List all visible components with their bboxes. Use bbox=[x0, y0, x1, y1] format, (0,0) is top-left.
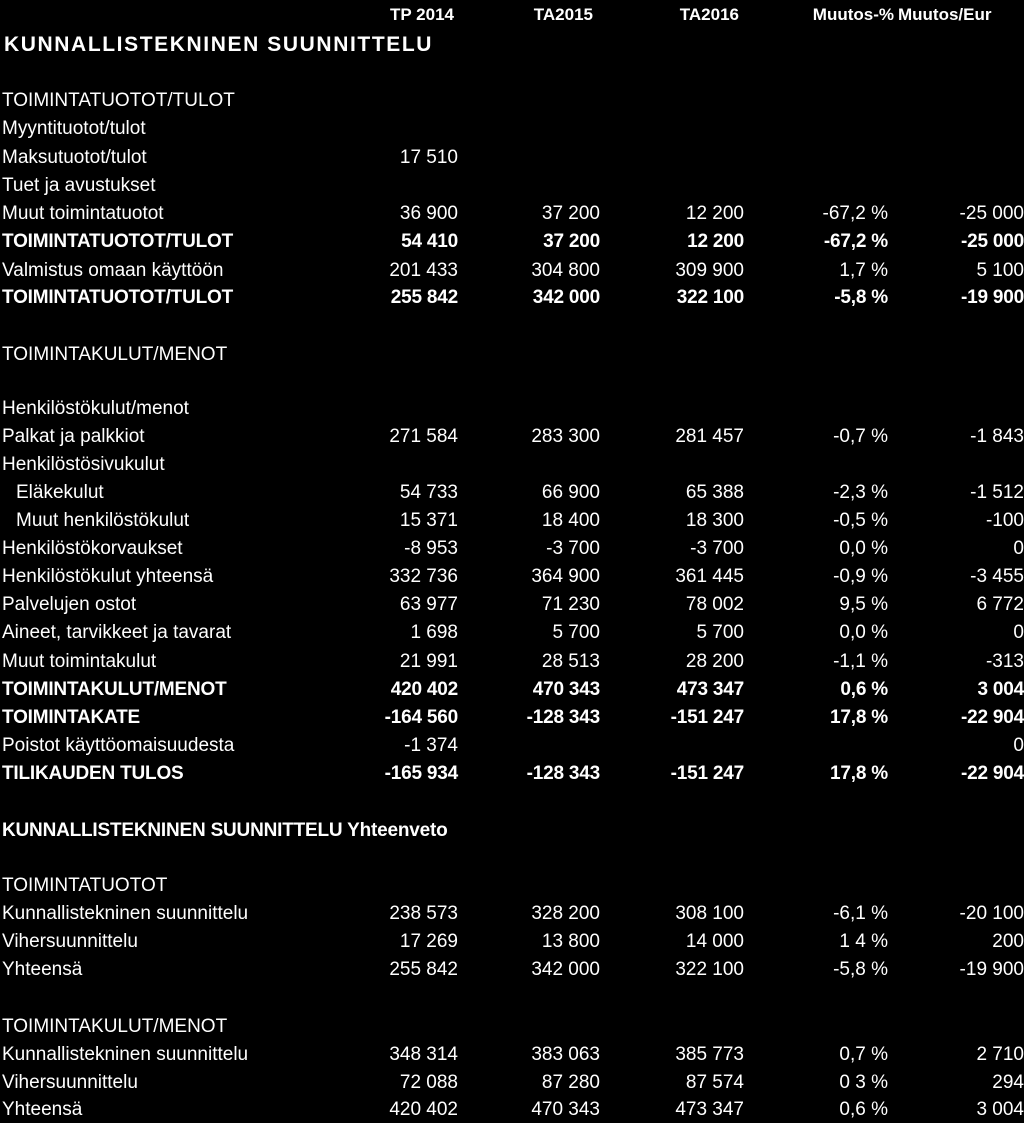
row-value: 17,8 % bbox=[830, 707, 888, 728]
row-value: 0,6 % bbox=[840, 679, 888, 700]
row-value: 87 574 bbox=[685, 1072, 744, 1093]
row-value: 383 063 bbox=[531, 1044, 600, 1065]
row-label: TOIMINTATUOTOT/TULOT bbox=[2, 231, 234, 252]
row-value: 78 002 bbox=[685, 594, 744, 615]
row-value: -0,7 % bbox=[833, 426, 888, 447]
table-row bbox=[0, 649, 1024, 675]
row-value: 1 4 % bbox=[839, 931, 888, 952]
row-value: 201 433 bbox=[389, 260, 458, 281]
row-value: -3 700 bbox=[546, 538, 600, 559]
row-label: TOIMINTAKATE bbox=[2, 707, 140, 728]
table-row bbox=[0, 818, 1024, 844]
row-value: 18 400 bbox=[541, 510, 600, 531]
column-header-ta2016: TA2016 bbox=[679, 5, 739, 24]
row-value: 65 388 bbox=[685, 482, 744, 503]
table-row bbox=[0, 229, 1024, 255]
column-header-tp2014: TP 2014 bbox=[390, 5, 454, 24]
row-value: 18 300 bbox=[685, 510, 744, 531]
column-header-ta2015: TA2015 bbox=[533, 5, 593, 24]
row-label: Eläkekulut bbox=[16, 482, 104, 503]
row-value: -1 512 bbox=[970, 482, 1024, 503]
row-value: 0 bbox=[1013, 622, 1024, 643]
table-row bbox=[0, 929, 1024, 955]
row-label: Vihersuunnittelu bbox=[2, 931, 138, 952]
row-value: -8 953 bbox=[404, 538, 458, 559]
row-label: Myyntituotot/tulot bbox=[2, 118, 146, 139]
row-value: 37 200 bbox=[541, 203, 600, 224]
row-value: -151 247 bbox=[670, 707, 744, 728]
row-value: -67,2 % bbox=[823, 231, 888, 252]
row-value: 364 900 bbox=[531, 566, 600, 587]
row-value: -151 247 bbox=[670, 763, 744, 784]
row-value: 71 230 bbox=[541, 594, 600, 615]
row-value: -25 000 bbox=[960, 231, 1024, 252]
table-row bbox=[0, 116, 1024, 142]
row-label: Yhteensä bbox=[2, 959, 83, 980]
table-row bbox=[0, 620, 1024, 646]
row-value: 28 513 bbox=[541, 651, 600, 672]
row-value: 5 700 bbox=[552, 622, 600, 643]
table-row bbox=[0, 1097, 1024, 1123]
row-label: Yhteensä bbox=[2, 1099, 83, 1120]
row-value: 470 343 bbox=[531, 1099, 600, 1120]
row-value: 283 300 bbox=[531, 426, 600, 447]
row-value: 17 269 bbox=[399, 931, 458, 952]
row-value: 87 280 bbox=[541, 1072, 600, 1093]
row-value: -5,8 % bbox=[833, 959, 888, 980]
row-value: 342 000 bbox=[532, 287, 600, 308]
row-value: 5 100 bbox=[976, 260, 1024, 281]
table-row bbox=[0, 901, 1024, 927]
table-row bbox=[0, 480, 1024, 506]
row-label: Kunnallistekninen suunnittelu bbox=[2, 903, 249, 924]
row-value: 342 000 bbox=[531, 959, 600, 980]
row-label: TOIMINTATUOTOT/TULOT bbox=[2, 287, 234, 308]
row-value: 294 bbox=[992, 1072, 1024, 1093]
row-value: 281 457 bbox=[675, 426, 744, 447]
row-value: 0,6 % bbox=[839, 1099, 888, 1120]
row-value: 14 000 bbox=[685, 931, 744, 952]
row-value: -128 343 bbox=[526, 707, 600, 728]
row-value: 322 100 bbox=[675, 959, 744, 980]
row-label: Henkilöstösivukulut bbox=[2, 454, 165, 475]
column-header-muutos-percent: Muutos-% bbox=[812, 5, 894, 24]
table-row bbox=[0, 1070, 1024, 1096]
row-value: -1,1 % bbox=[833, 651, 888, 672]
table-row bbox=[0, 677, 1024, 703]
row-value: 0 3 % bbox=[839, 1072, 888, 1093]
row-value: 255 842 bbox=[390, 287, 458, 308]
table-row bbox=[0, 1014, 1024, 1040]
row-value: -22 904 bbox=[960, 763, 1024, 784]
row-value: 72 088 bbox=[399, 1072, 458, 1093]
row-value: -19 900 bbox=[959, 959, 1024, 980]
row-label: KUNNALLISTEKNINEN SUUNNITTELU Yhteenveto bbox=[2, 820, 448, 841]
table-row bbox=[0, 1042, 1024, 1068]
row-value: 470 343 bbox=[532, 679, 600, 700]
row-label: Valmistus omaan käyttöön bbox=[2, 260, 224, 281]
table-row bbox=[0, 342, 1024, 368]
row-value: -6,1 % bbox=[833, 903, 888, 924]
row-value: 420 402 bbox=[390, 679, 458, 700]
table-row bbox=[0, 761, 1024, 787]
row-value: 322 100 bbox=[676, 287, 744, 308]
row-value: 473 347 bbox=[675, 1099, 744, 1120]
table-row bbox=[0, 145, 1024, 171]
row-value: 332 736 bbox=[389, 566, 458, 587]
row-value: 328 200 bbox=[531, 903, 600, 924]
row-value: -25 000 bbox=[959, 203, 1024, 224]
row-value: -3 700 bbox=[690, 538, 744, 559]
row-value: 420 402 bbox=[389, 1099, 458, 1120]
row-value: 28 200 bbox=[685, 651, 744, 672]
row-value: 15 371 bbox=[399, 510, 458, 531]
row-value: 63 977 bbox=[399, 594, 458, 615]
row-value: 0 bbox=[1013, 538, 1024, 559]
row-value: -313 bbox=[985, 651, 1024, 672]
table-row bbox=[0, 536, 1024, 562]
row-label: Henkilöstökulut yhteensä bbox=[2, 566, 214, 587]
row-value: 0,0 % bbox=[839, 538, 888, 559]
row-value: -128 343 bbox=[526, 763, 600, 784]
row-value: 238 573 bbox=[389, 903, 458, 924]
row-value: -20 100 bbox=[959, 903, 1024, 924]
row-label: TOIMINTAKULUT/MENOT bbox=[2, 679, 227, 700]
page-title: KUNNALLISTEKNINEN SUUNNITTELU bbox=[4, 33, 434, 56]
row-value: -164 560 bbox=[384, 707, 458, 728]
row-value: 200 bbox=[992, 931, 1024, 952]
row-value: 54 410 bbox=[401, 231, 458, 252]
row-label: Muut toimintakulut bbox=[2, 651, 157, 672]
row-value: 255 842 bbox=[389, 959, 458, 980]
row-value: 12 200 bbox=[685, 203, 744, 224]
row-label: TOIMINTATUOTOT/TULOT bbox=[2, 90, 235, 111]
table-row bbox=[0, 285, 1024, 311]
row-value: -3 455 bbox=[970, 566, 1024, 587]
table-row bbox=[0, 957, 1024, 983]
row-value: 0,0 % bbox=[839, 622, 888, 643]
table-row bbox=[0, 452, 1024, 478]
table-row bbox=[0, 88, 1024, 114]
table-row bbox=[0, 424, 1024, 450]
row-label: Kunnallistekninen suunnittelu bbox=[2, 1044, 249, 1065]
row-value: 1,7 % bbox=[839, 260, 888, 281]
row-value: -0,5 % bbox=[833, 510, 888, 531]
row-value: -100 bbox=[985, 510, 1024, 531]
row-value: 5 700 bbox=[696, 622, 744, 643]
row-value: 13 800 bbox=[541, 931, 600, 952]
row-value: 304 800 bbox=[531, 260, 600, 281]
row-value: 309 900 bbox=[675, 260, 744, 281]
row-label: Henkilöstökorvaukset bbox=[2, 538, 183, 559]
row-value: 271 584 bbox=[389, 426, 458, 447]
row-value: 17 510 bbox=[399, 147, 458, 168]
row-label: TILIKAUDEN TULOS bbox=[2, 763, 184, 784]
row-label: Muut henkilöstökulut bbox=[16, 510, 190, 531]
row-value: 17,8 % bbox=[830, 763, 888, 784]
row-value: -22 904 bbox=[960, 707, 1024, 728]
row-value: 2 710 bbox=[976, 1044, 1024, 1065]
row-value: 348 314 bbox=[389, 1044, 458, 1065]
row-value: 3 004 bbox=[977, 679, 1024, 700]
table-row bbox=[0, 201, 1024, 227]
row-label: Palkat ja palkkiot bbox=[2, 426, 145, 447]
row-value: 37 200 bbox=[543, 231, 600, 252]
row-value: 21 991 bbox=[399, 651, 458, 672]
table-row bbox=[0, 592, 1024, 618]
table-row bbox=[0, 508, 1024, 534]
table-row bbox=[0, 873, 1024, 899]
row-value: 3 004 bbox=[976, 1099, 1024, 1120]
row-label: Vihersuunnittelu bbox=[2, 1072, 138, 1093]
row-label: Aineet, tarvikkeet ja tavarat bbox=[2, 622, 232, 643]
row-value: -1 843 bbox=[970, 426, 1024, 447]
row-value: -67,2 % bbox=[822, 203, 888, 224]
row-value: 0,7 % bbox=[839, 1044, 888, 1065]
row-value: 54 733 bbox=[399, 482, 458, 503]
table-row bbox=[0, 705, 1024, 731]
row-value: 66 900 bbox=[541, 482, 600, 503]
row-label: TOIMINTAKULUT/MENOT bbox=[2, 344, 228, 365]
row-label: Maksutuotot/tulot bbox=[2, 147, 147, 168]
table-row bbox=[0, 258, 1024, 284]
row-value: 1 698 bbox=[410, 622, 458, 643]
table-row bbox=[0, 733, 1024, 759]
row-label: Tuet ja avustukset bbox=[2, 175, 156, 196]
row-value: -5,8 % bbox=[834, 287, 888, 308]
table-row bbox=[0, 396, 1024, 422]
row-value: -2,3 % bbox=[833, 482, 888, 503]
row-value: -1 374 bbox=[404, 735, 458, 756]
row-label: Muut toimintatuotot bbox=[2, 203, 164, 224]
row-value: 36 900 bbox=[399, 203, 458, 224]
table-row bbox=[0, 564, 1024, 590]
row-value: 308 100 bbox=[675, 903, 744, 924]
row-value: 385 773 bbox=[675, 1044, 744, 1065]
row-value: -0,9 % bbox=[833, 566, 888, 587]
row-value: 361 445 bbox=[675, 566, 744, 587]
row-value: 6 772 bbox=[976, 594, 1024, 615]
row-label: TOIMINTATUOTOT bbox=[2, 875, 168, 896]
row-value: 0 bbox=[1013, 735, 1024, 756]
row-value: 9,5 % bbox=[839, 594, 888, 615]
row-label: TOIMINTAKULUT/MENOT bbox=[2, 1016, 228, 1037]
row-value: 473 347 bbox=[676, 679, 744, 700]
row-value: -165 934 bbox=[384, 763, 458, 784]
row-value: -19 900 bbox=[960, 287, 1024, 308]
table-row bbox=[0, 173, 1024, 199]
row-label: Poistot käyttöomaisuudesta bbox=[2, 735, 235, 756]
row-label: Palvelujen ostot bbox=[2, 594, 137, 615]
row-label: Henkilöstökulut/menot bbox=[2, 398, 189, 419]
row-value: 12 200 bbox=[687, 231, 744, 252]
column-header-muutos-eur: Muutos/Eur bbox=[898, 5, 992, 24]
